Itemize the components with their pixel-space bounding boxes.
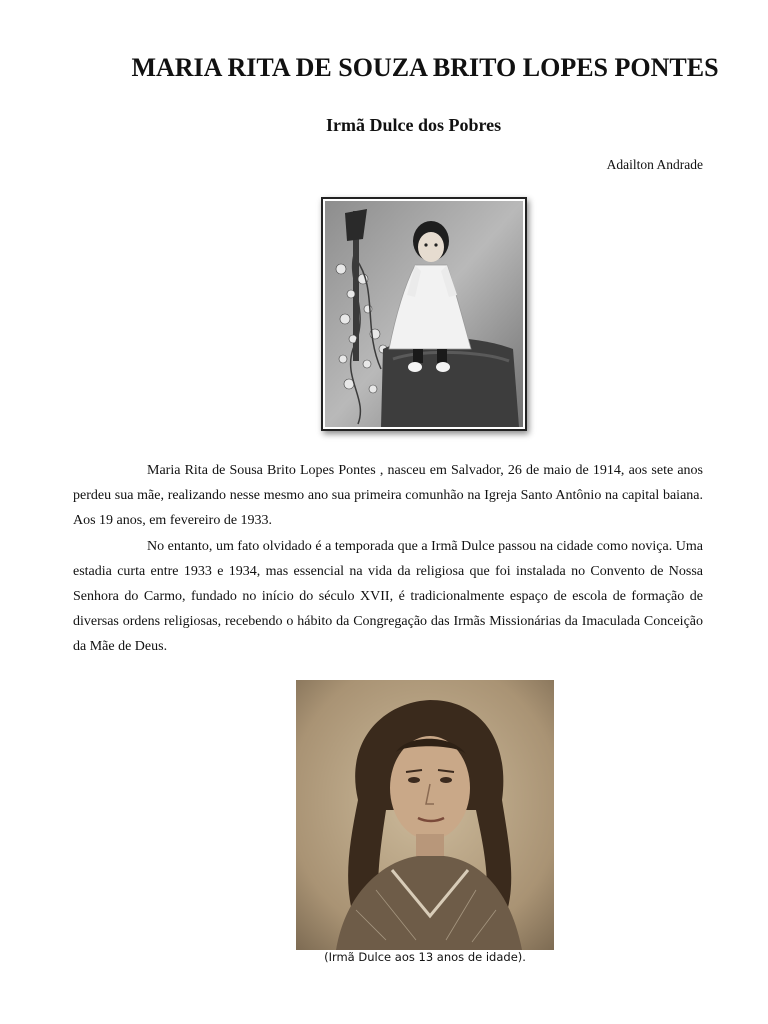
document-title: MARIA RITA DE SOUZA BRITO LOPES PONTES [131, 53, 719, 82]
article-body [73, 458, 703, 660]
paragraph-1: Maria Rita de Sousa Brito Lopes Pontes , nasceu em Salvador, 26 de maio de 1914, aos sete anos perdeu sua mãe, realizando nesse mesmo ano sua primeira comunhão na Igreja Santo Antônio na capital baiana. Aos 19 anos, em fevereiro de 1933. [73, 463, 703, 529]
childhood-photo [321, 197, 527, 431]
document-subtitle: Irmã Dulce dos Pobres [326, 115, 502, 135]
paragraph-2: No entanto, um fato olvidado é a temporada que a Irmã Dulce passou na cidade como noviça. Uma estadia curta entre 1933 e 1934, mas essencial na vida da religiosa que foi instalada no Convento de Nossa Senhora do Carmo, fundado no início do século XVII, é tradicionalmente espaço de escola de formação de diversas ordens religiosas, recebendo o hábito da Congregação das Irmãs Missionárias da Imaculada Conceição da Mãe de Deus. [73, 538, 703, 655]
author-name: Adailton Andrade [606, 157, 703, 172]
photo-caption: (Irmã Dulce aos 13 anos de idade). [324, 950, 526, 964]
portrait-photo [296, 680, 554, 950]
